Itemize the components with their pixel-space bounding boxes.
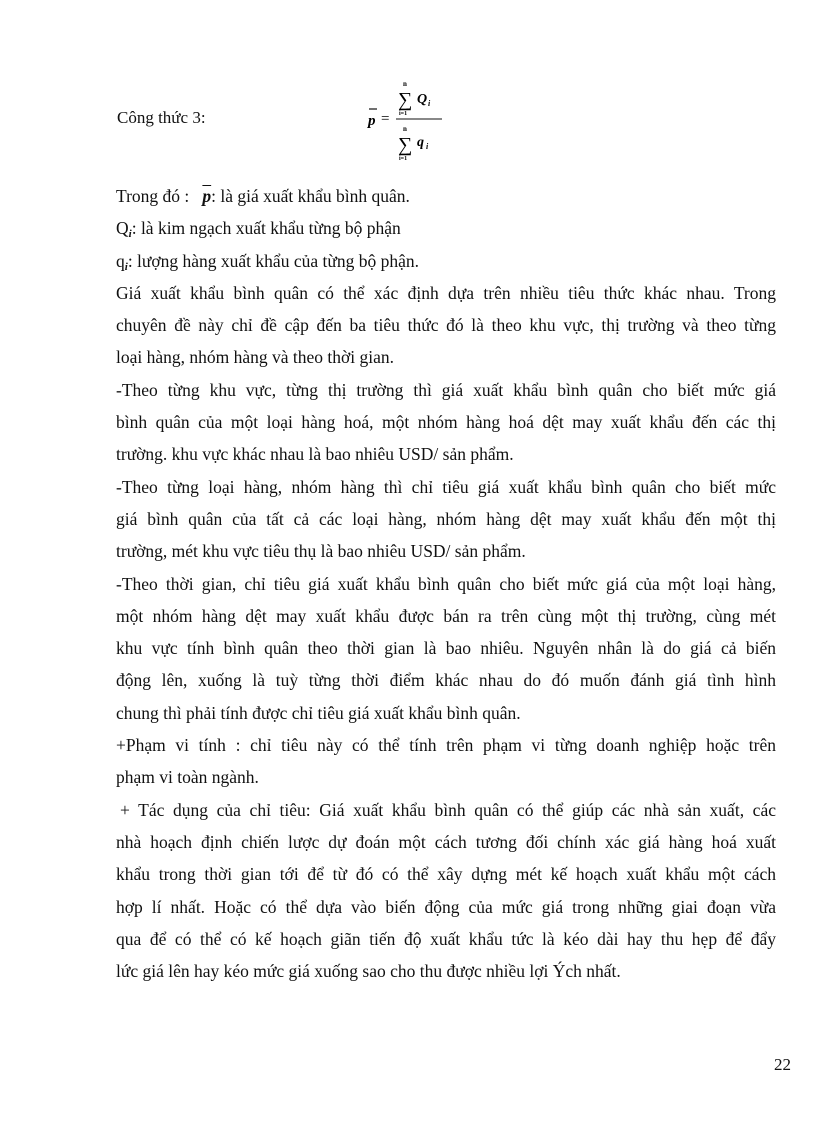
sigma-denominator: ∑ <box>398 134 413 156</box>
sum-top-numerator: n <box>403 80 407 88</box>
text-line: phạm vi toàn ngành. <box>116 767 259 788</box>
text-line: chung thì phải tính được chỉ tiêu giá xuất khẩu bình quân. <box>116 702 521 723</box>
q-lower-subscript: i <box>124 260 128 273</box>
text-line: loại hàng, nhóm hàng và theo thời gian. <box>116 347 395 368</box>
numerator-index: i <box>428 99 431 108</box>
formula-lhs: p <box>368 113 376 129</box>
text-line: qua để có thể có kế hoạch giãn tiến độ xuất khẩu tức là kéo dài hay thu hẹp để đẩy <box>116 928 776 949</box>
text-line: động lên, xuống là tuỳ từng thời điểm khác nhau do đó muốn đánh giá tình hình <box>116 670 776 691</box>
formula-equals: = <box>381 111 390 127</box>
sigma-numerator: ∑ <box>398 89 413 111</box>
text-line: -Theo từng loại hàng, nhóm hàng thì chỉ tiêu giá xuất khẩu bình quân cho biết mức <box>116 476 776 497</box>
text-line: trường. khu vực khác nhau là bao nhiêu USD/ sản phẩm. <box>116 444 514 465</box>
q-lower-description: : lượng hàng xuất khẩu của từng bộ phận. <box>127 250 419 271</box>
p-description: : là giá xuất khẩu bình quân. <box>211 186 410 206</box>
q-lower-symbol: q <box>116 250 125 271</box>
text-line: + Tác dụng của chỉ tiêu: Giá xuất khẩu bình quân có thể giúp các nhà sản xuất, các <box>120 799 776 820</box>
text-line: -Theo thời gian, chỉ tiêu giá xuất khẩu bình quân cho biết mức giá của một loại hàng, <box>116 573 776 594</box>
sum-bottom-denominator: i=1 <box>399 156 408 162</box>
q-upper-subscript: i <box>128 228 132 241</box>
average-price-formula <box>366 78 456 168</box>
formula-label: Công thức 3: <box>117 108 206 127</box>
q-upper-description: : là kim ngạch xuất khẩu từng bộ phận <box>131 218 401 239</box>
page-number: 22 <box>774 1055 791 1074</box>
numerator-var: Q <box>417 92 428 107</box>
definitions <box>116 180 776 277</box>
text-line: nhà hoạch định chiến lược dự đoán một cách tương đối chính xác giá hàng hoá xuất <box>116 831 776 852</box>
denominator-index: i <box>426 142 429 151</box>
text-line: lức giá lên hay kéo mức giá xuống sao cho thu được nhiều lợi Ých nhất. <box>116 961 621 982</box>
text-line: khẩu trong thời gian tới để từ đó có thể xây dựng mét kế hoạch xuất khẩu một cách <box>116 864 776 885</box>
text-line: bình quân của một loại hàng hoá, một nhóm hàng hoá dệt may xuất khẩu đến các thị <box>116 412 776 433</box>
sum-bottom-numerator: i=1 <box>399 111 408 117</box>
definition-q-upper <box>116 212 776 244</box>
denominator-var: q <box>417 135 424 150</box>
text-line: trường, mét khu vực tiêu thụ là bao nhiêu USD/ sản phẩm. <box>116 541 526 562</box>
definition-p <box>116 180 776 212</box>
text-line: +Phạm vi tính : chỉ tiêu này có thể tính trên phạm vi từng doanh nghiệp hoặc trên <box>116 735 776 756</box>
text-line: -Theo từng khu vực, từng thị trường thì giá xuất khẩu bình quân cho biết mức giá <box>116 379 776 400</box>
definition-intro: Trong đó : <box>116 186 190 206</box>
text-line: chuyên đề này chỉ đề cập đến ba tiêu thức đó là theo khu vực, thị trường và theo từng <box>116 315 776 336</box>
sum-top-denominator: n <box>403 125 407 133</box>
text-line: Giá xuất khẩu bình quân có thể xác định dựa trên nhiều tiêu thức khác nhau. Trong <box>116 282 776 303</box>
text-line: một nhóm hàng dệt may xuất khẩu được bán ra trên cùng một thị trường, cùng mét <box>116 605 776 626</box>
text-line: hợp lí nhất. Hoặc có thể dựa vào biến động của mức giá trong những giai đoạn vừa <box>116 896 776 917</box>
text-line: khu vực tính bình quân theo thời gian là bao nhiêu. Nguyên nhân là do giá cả biến <box>116 638 776 659</box>
q-upper-symbol: Q <box>116 218 129 239</box>
p-symbol: $\overline{p}$ <box>202 186 212 206</box>
body-text <box>116 180 776 987</box>
definition-q-lower <box>116 245 776 277</box>
text-line: giá bình quân của tất cả các loại hàng, nhóm hàng dệt may xuất khẩu đến một thị <box>116 508 776 529</box>
